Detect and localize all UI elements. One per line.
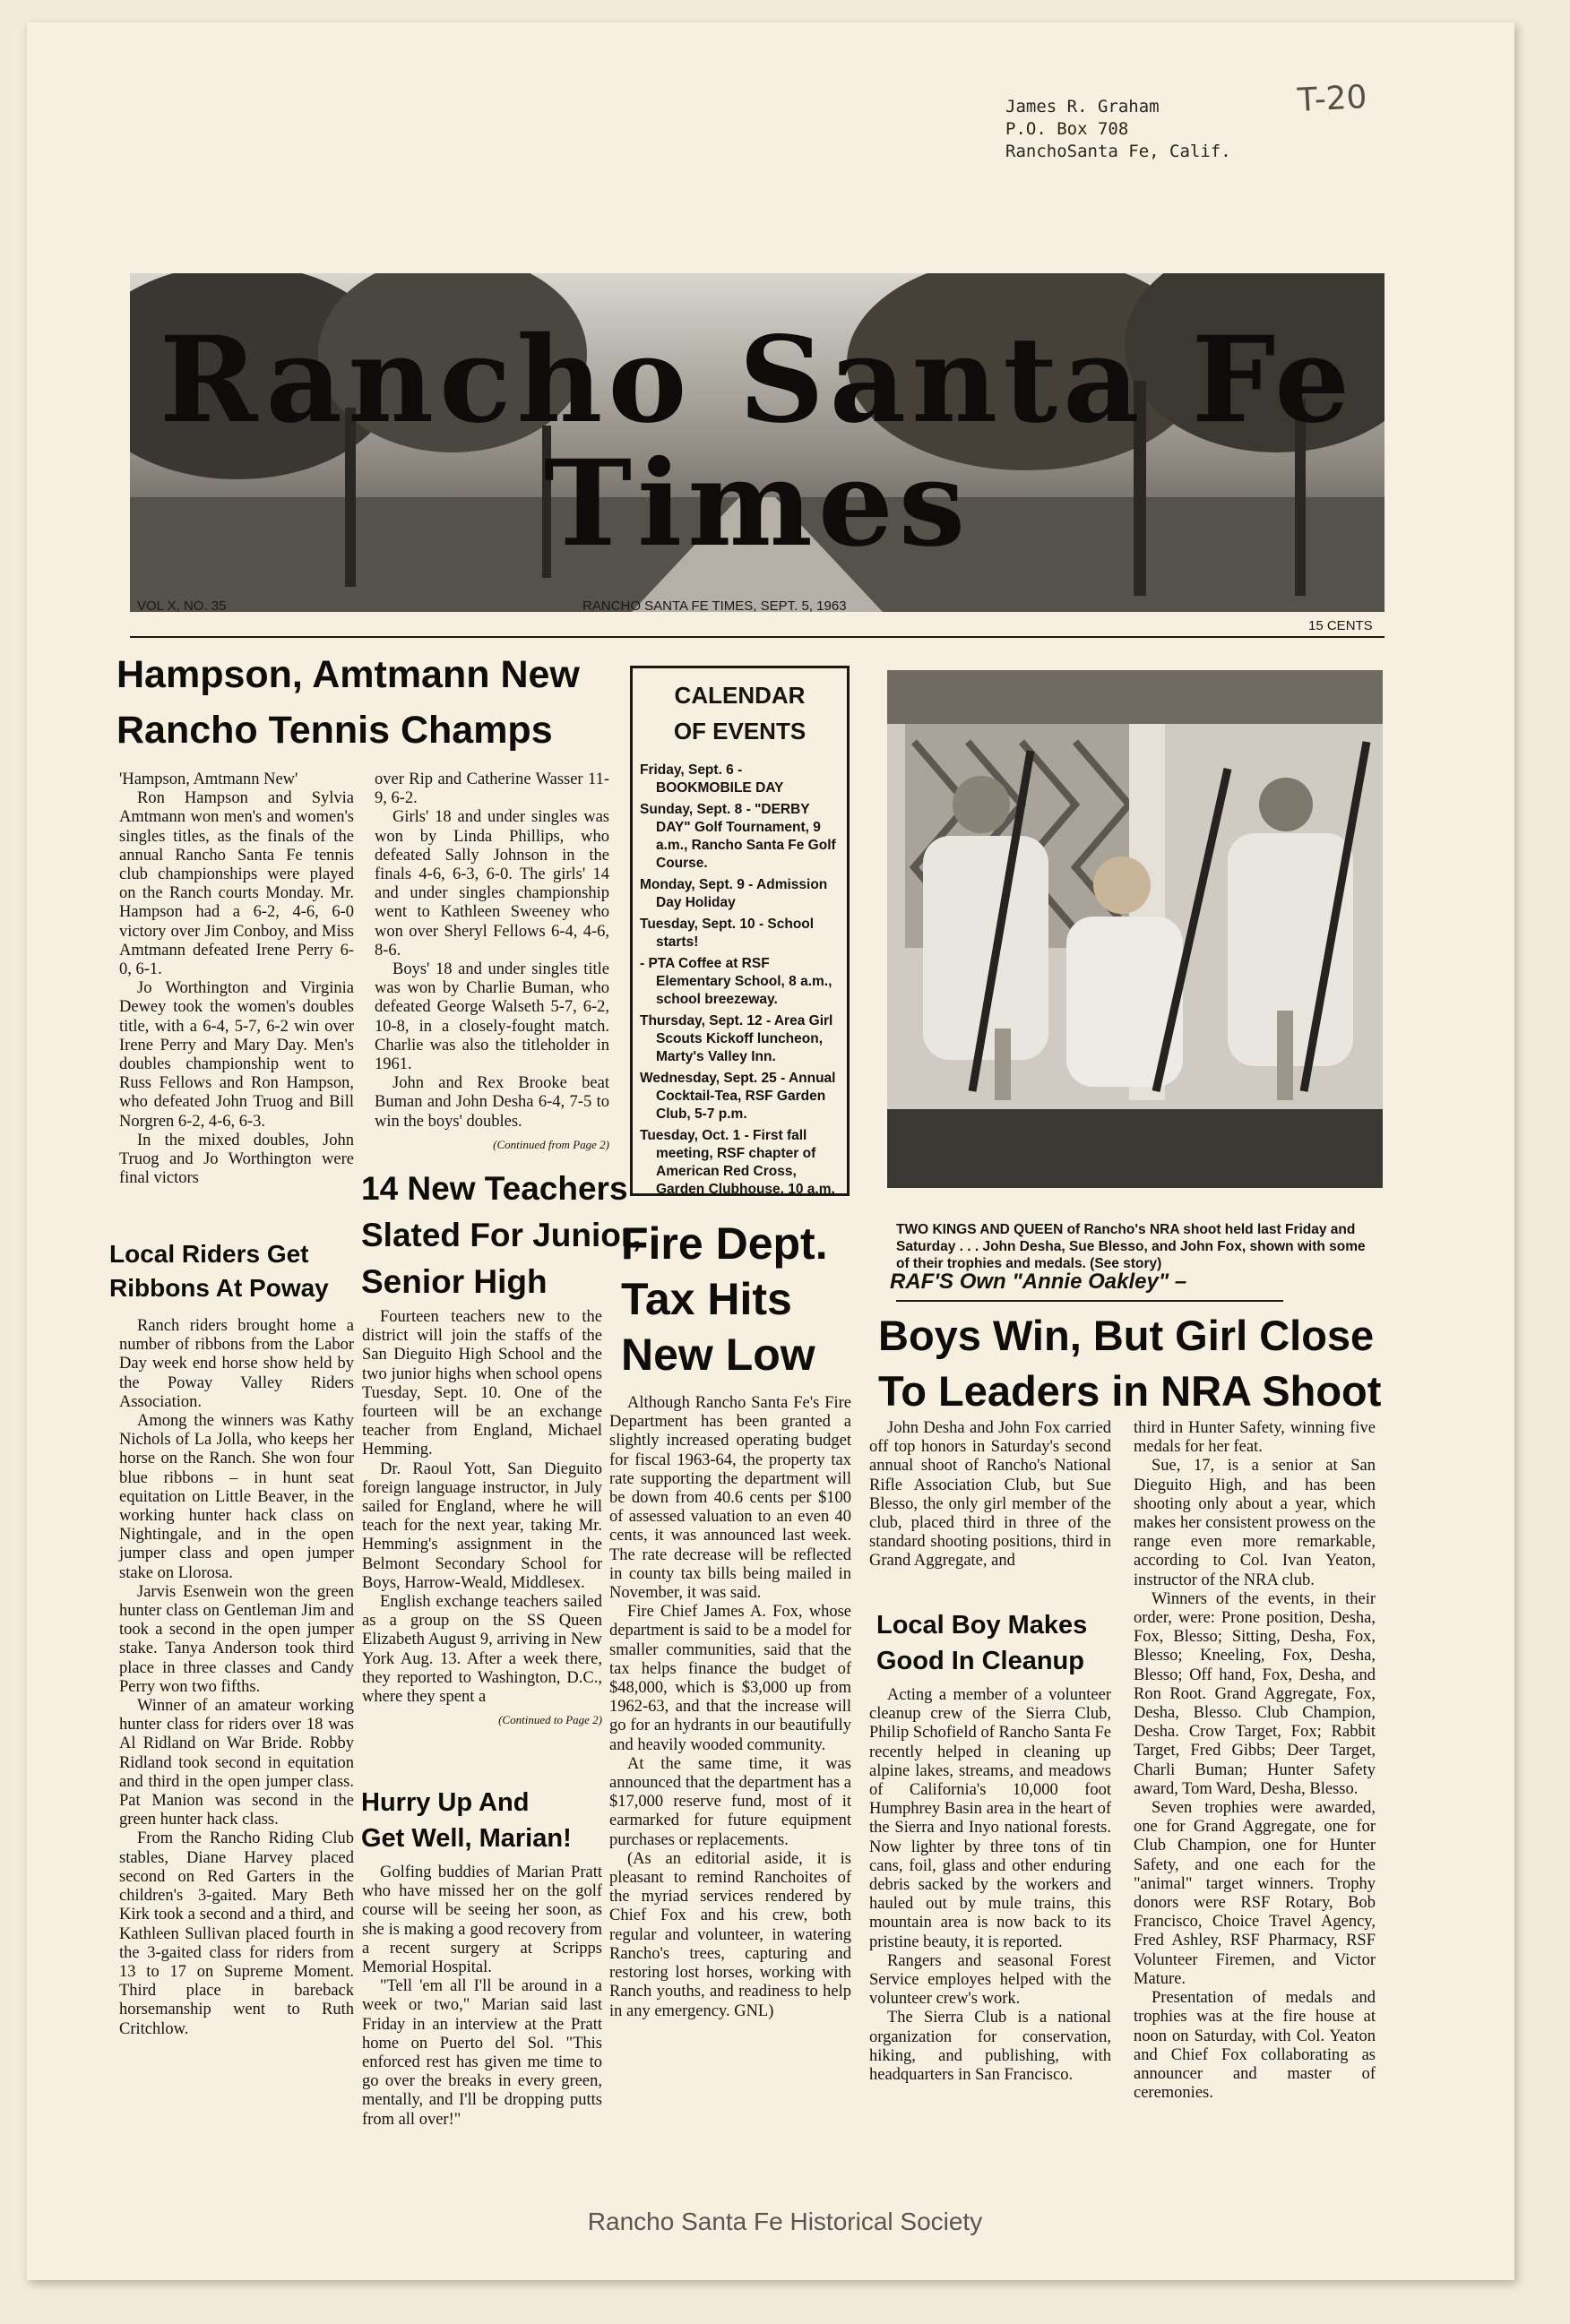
- address-line-2: P.O. Box 708: [1005, 119, 1129, 139]
- nra-para: Winners of the events, in their order, were: Prone position, Desha, Fox, Blesso; Sitting, Desha, Fox, Blesso; Kneeling, Fox, Desha, Blesso; Off hand, Fox, Desha, and Ron Root. Grand Aggregate, Fox, Desha, Blesso. Club Champion, Desha. Crow Target, Fox; Rabbit Target, Fred Gibbs; Deer Target, Charli Buman; Hunter Safety award, Tom Ward, Desha, Blesso.: [1134, 1589, 1376, 1798]
- kicker-rule: [896, 1300, 1283, 1302]
- cleanup-headline-line-1: Local Boy Makes: [876, 1611, 1088, 1640]
- nra-headline-line-2: To Leaders in NRA Shoot: [878, 1367, 1382, 1415]
- tennis-column-1: [119, 770, 354, 1188]
- tennis-para: Girls' 18 and under singles was won by Linda Phillips, who defeated Sally Johnson in the finals 4-6, 6-3, 6-0. The girls' 14 and under singles championship went to Kathleen Sweeney who won over Sheryl Fellows 6-4, 4-6, 8-6.: [375, 808, 609, 960]
- nra-column-2: [1134, 1419, 1376, 2103]
- calendar-title-line-2: OF EVENTS: [673, 718, 807, 745]
- cleanup-para: Rangers and seasonal Forest Service employes helped with the volunteer crew's work.: [869, 1951, 1111, 2009]
- calendar-title-line-1: CALENDAR: [674, 682, 806, 709]
- teachers-para: English exchange teachers sailed as a group on the SS Queen Elizabeth August 9, arriving in New York Aug. 13. After a week there, they reported to Washington, D.C., where they spent a: [362, 1593, 602, 1707]
- mailing-address: [1005, 96, 1231, 163]
- nra-para: third in Hunter Safety, winning five medals for her feat.: [1134, 1419, 1376, 1457]
- price: 15 CENTS: [1308, 618, 1373, 633]
- nra-para: Sue, 17, is a senior at San Dieguito High, and has been shooting only about a year, which makes her consistent prowess on the range even more remarkable, according to Col. Ivan Yeaton, instructor of the NRA club.: [1134, 1457, 1376, 1589]
- riders-para: Among the winners was Kathy Nichols of La Jolla, who keeps her horse on the Ranch. She won four blue ribbons – in hunt seat equitation on Little Beaver, in the working hunter hack class on Nightingale, and in the open jumper class and open jumper stake on Llorosa.: [119, 1412, 354, 1582]
- marian-headline-line-1: Hurry Up And: [361, 1788, 530, 1817]
- calendar-title: [633, 677, 847, 749]
- archive-code: T-20: [1296, 79, 1368, 119]
- calendar-item: Tuesday, Sept. 10 - School starts!: [640, 917, 815, 950]
- riders-headline-line-2: Ribbons At Poway: [109, 1274, 329, 1302]
- tennis-para: Boys' 18 and under singles title was won by Charlie Buman, who defeated George Walseth 5-7, 6-2, 10-8, in a closely-fought match. Charlie was also the titleholder in 1961.: [375, 960, 609, 1074]
- masthead-title-line-2: Times: [543, 435, 971, 573]
- cleanup-column: [869, 1686, 1111, 2085]
- calendar-item: Wednesday, Sept. 25 - Annual Cocktail-Tea, RSF Garden Club, 5-7 p.m.: [640, 1071, 836, 1122]
- calendar-item: - PTA Coffee at RSF Elementary School, 8 a.m., school breezeway.: [640, 956, 832, 1007]
- cleanup-para: Acting a member of a volunteer cleanup crew of the Sierra Club, Philip Schofield of Rancho Santa Fe recently helped in cleaning up alpine lakes, streams, and meadows of California's 10,000 foot Humphrey Basin area in the heart of the Sierra and Inyo national forests. Now lighter by three tons of tin cans, foil, glass and other enduring debris sacked by the workers and hauled out by mule trains, this mountain area is now back to its pristine beauty, it is reported.: [869, 1686, 1111, 1951]
- fire-headline-line-1: Fire Dept.: [621, 1218, 828, 1269]
- teachers-para: Dr. Raoul Yott, San Dieguito foreign language instructor, in July sailed for England, where he will teach for the next year, taking Mr. Hemming's assignment in the Belmont Secondary School for Boys, Harrow-Weald, Middlesex.: [362, 1459, 602, 1592]
- address-line-1: James R. Graham: [1005, 97, 1160, 116]
- masthead-rule: [130, 636, 1385, 638]
- marian-para: Golfing buddies of Marian Pratt who have missed her on the golf course will be seeing her soon, as she is making a good recovery from a recent surgery at Scripps Memorial Hospital.: [362, 1864, 602, 1977]
- teachers-headline-line-2: Slated For Junior,: [361, 1217, 642, 1253]
- teachers-para: Fourteen teachers new to the district will join the staffs of the San Dieguito High School and the two junior highs when school opens Tuesday, Sept. 10. One of the fourteen will be an exchange teacher from England, Michael Hemming.: [362, 1308, 602, 1459]
- tennis-para: John and Rex Brooke beat Buman and John Desha 6-4, 7-5 to win the boys' doubles.: [375, 1074, 609, 1131]
- marian-para: "Tell 'em all I'll be around in a week or two," Marian said last Friday in an interview at the Pratt home on Puerto del Sol. "This enforced rest has given me time to go over the breaks in every green, mentally, and I'll be dropping putts from all over!": [362, 1977, 602, 2129]
- calendar-list: [640, 762, 840, 1199]
- calendar-item: Monday, Sept. 9 - Admission Day Holiday: [640, 877, 828, 910]
- marian-headline-line-2: Get Well, Marian!: [361, 1824, 572, 1853]
- riders-column: [119, 1317, 354, 2039]
- riders-headline-line-1: Local Riders Get: [109, 1240, 309, 1268]
- nra-photo-image: [887, 670, 1383, 1188]
- tennis-para: In the mixed doubles, John Truog and Jo Worthington were final victors: [119, 1131, 354, 1188]
- calendar-item: Friday, Sept. 6 - BOOKMOBILE DAY: [640, 762, 784, 796]
- tennis-para: Ron Hampson and Sylvia Amtmann won men's and women's singles titles, as the finals of the annual Rancho Santa Fe tennis club championships were played on the Ranch courts Monday. Mr. Hampson had a 6-2, 4-6, 6-0 victory over Jim Conboy, and Miss Amtmann defeated Irene Perry 6-0, 6-1.: [119, 789, 354, 979]
- photo-caption: TWO KINGS AND QUEEN of Rancho's NRA shoot held last Friday and Saturday . . . John Desha, Sue Blesso, and John Fox, shown with some of their trophies and medals. (See story): [896, 1222, 1366, 1271]
- teachers-headline-line-3: Senior High: [361, 1263, 548, 1300]
- calendar-box: [630, 666, 850, 1196]
- fire-column: [609, 1394, 851, 2021]
- dateline: RANCHO SANTA FE TIMES, SEPT. 5, 1963: [582, 598, 847, 614]
- tennis-headline-line-2: Rancho Tennis Champs: [116, 709, 553, 752]
- cleanup-headline-line-2: Good In Cleanup: [876, 1647, 1084, 1675]
- riders-para: From the Rancho Riding Club stables, Diane Harvey placed second on Red Garters in the children's 3-gaited. Mary Beth Kirk took a second and a third, and Kathleen Sullivan placed fourth in the 3-gaited class for riders from 13 to 17 on Supreme Moment. Third place in bareback horsemanship went to Ruth Critchlow.: [119, 1829, 354, 2038]
- fire-headline-line-2: Tax Hits: [621, 1274, 792, 1324]
- nra-kicker: RAF'S Own "Annie Oakley" –: [890, 1270, 1187, 1294]
- teachers-headline-line-1: 14 New Teachers: [361, 1170, 628, 1207]
- tennis-column-2: [375, 770, 609, 1154]
- tennis-para: over Rip and Catherine Wasser 11-9, 6-2.: [375, 770, 609, 808]
- fire-para: Fire Chief James A. Fox, whose department is said to be a model for smaller communities, said that the tax helps finance the budget of $48,000, which is $3,000 up from 1962-63, and that the increase will go for an hydrants in our beautifully and heavily wooded community.: [609, 1603, 851, 1754]
- calendar-item: Sunday, Sept. 8 - "DERBY DAY" Golf Tournament, 9 a.m., Rancho Santa Fe Golf Course.: [640, 802, 836, 871]
- teachers-continued: (Continued to Page 2): [498, 1713, 602, 1727]
- volume-number: VOL X, NO. 35: [137, 598, 227, 614]
- masthead-title-line-1: Rancho Santa Fe: [159, 311, 1356, 450]
- nra-photo: [887, 670, 1383, 1188]
- fire-para: (As an editorial aside, it is pleasant to remind Ranchoites of the myriad services rendered by Chief Fox and his crew, both regular and volunteer, in watering Rancho's trees, capturing and restoring lost horses, working with Ranch youths, and readiness to help in any emergency. GNL): [609, 1849, 851, 2020]
- riders-para: Ranch riders brought home a number of ribbons from the Labor Day week end horse show held by the Poway Valley Riders Association.: [119, 1317, 354, 1411]
- fire-para: At the same time, it was announced that the department has a $17,000 reserve fund, most of it earmarked for future equipment purchases or replacements.: [609, 1754, 851, 1849]
- masthead: [130, 273, 1385, 612]
- teachers-column: [362, 1308, 602, 1729]
- riders-para: Winner of an amateur working hunter class for riders over 18 was Al Ridland on War Bride. Robby Ridland took second in equitation and third in the open jumper class. Pat Manion was second in the green hunter hack class.: [119, 1697, 354, 1829]
- cleanup-para: The Sierra Club is a national organization for conservation, hiking, and publishing, with headquarters in San Francisco.: [869, 2009, 1111, 2085]
- nra-para: Seven trophies were awarded, one for Grand Aggregate, one for Club Champion, one for Hunter Safety, and one each for the "animal" target winners. Trophy donors were RSF Rotary, Bob Francisco, Choice Travel Agency, Fred Ashley, RSF Pharmacy, RSF Volunteer Firemen, and Victor Mature.: [1134, 1799, 1376, 1988]
- nra-para: John Desha and John Fox carried off top honors in Saturday's second annual shoot of Rancho's National Rifle Association Club, but Sue Blesso, the only girl member of the club, placed third in three of the standard shooting positions, third in Grand Aggregate, and: [869, 1419, 1111, 1571]
- calendar-item: Tuesday, Oct. 1 - First fall meeting, RSF chapter of American Red Cross, Garden Clubhouse, 10 a.m.: [640, 1128, 835, 1197]
- tennis-para: Jo Worthington and Virginia Dewey took the women's doubles title, with a 6-4, 5-7, 6-2 win over Irene Perry and Mary Day. Men's doubles championship went to Russ Fellows and Ron Hampson, who defeated John Truog and Bill Norgren 6-2, 4-6, 6-3.: [119, 979, 354, 1131]
- riders-para: Jarvis Esenwein won the green hunter class on Gentleman Jim and took a second in the open jumper stake. Tanya Anderson took third place in three classes and Candy Perry won two fifths.: [119, 1582, 354, 1696]
- fire-headline-line-3: New Low: [621, 1330, 815, 1380]
- tennis-para: 'Hampson, Amtmann New': [119, 770, 298, 788]
- nra-headline-line-1: Boys Win, But Girl Close: [878, 1312, 1375, 1359]
- nra-column-1: [869, 1419, 1111, 1571]
- marian-column: [362, 1864, 602, 2130]
- tennis-headline-line-1: Hampson, Amtmann New: [116, 653, 580, 696]
- nra-para: Presentation of medals and trophies was at the fire house at noon on Saturday, with Col. Yeaton and Chief Fox collaborating as announcer and master of ceremonies.: [1134, 1989, 1376, 2103]
- calendar-item: Thursday, Sept. 12 - Area Girl Scouts Kickoff luncheon, Marty's Valley Inn.: [640, 1013, 833, 1064]
- fire-para: Although Rancho Santa Fe's Fire Department has been granted a slightly increased operating budget for fiscal 1963-64, the property tax rate supporting the department will be down from 40.6 cents per $100 of assessed valuation to an even 40 cents, it was announced last week. The rate decrease will be reflected in county tax bills being mailed in November, it was said.: [609, 1394, 851, 1603]
- address-line-3: RanchoSanta Fe, Calif.: [1005, 142, 1231, 161]
- archive-footer: Rancho Santa Fe Historical Society: [587, 2208, 983, 2235]
- tennis-continued: (Continued from Page 2): [493, 1137, 609, 1151]
